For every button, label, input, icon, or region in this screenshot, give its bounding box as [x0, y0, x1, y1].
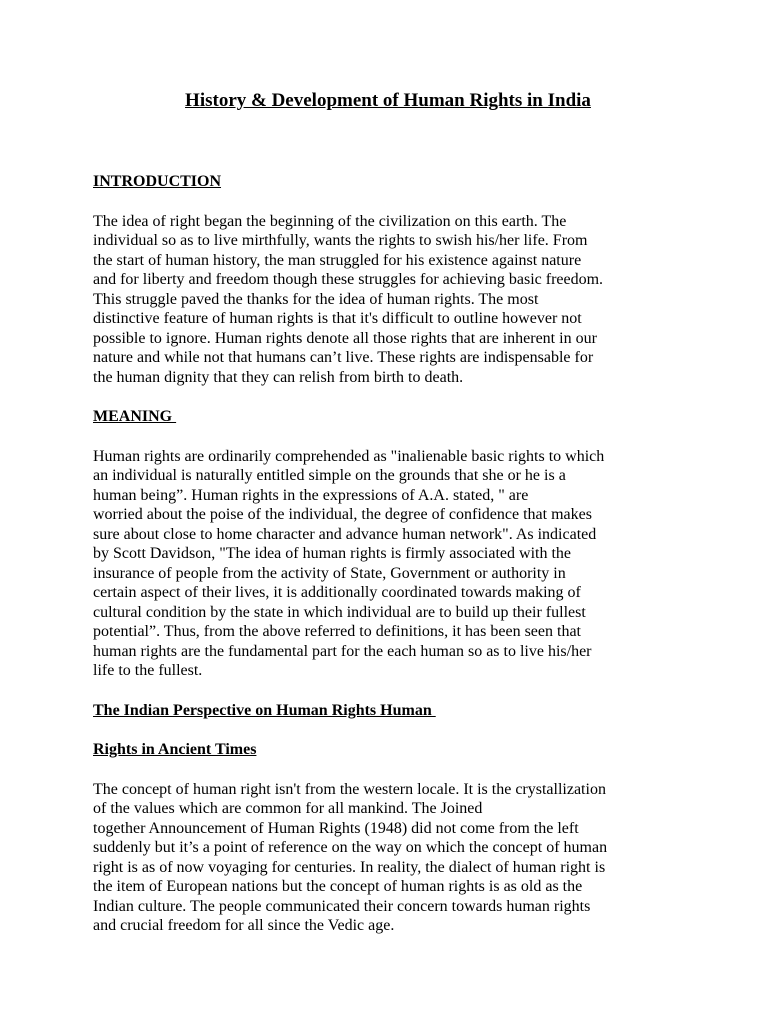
text-line: together Announcement of Human Rights (1948) did not come from the left — [93, 819, 579, 837]
section-heading-indian-perspective: The Indian Perspective on Human Rights Human — [93, 701, 436, 719]
text-line: of the values which are common for all mankind. The Joined — [93, 800, 483, 817]
text-line: individual so as to live mirthfully, wants the rights to swish his/her life. From — [93, 232, 588, 249]
text-line: sure about close to home character and advance human network". As indicated — [93, 525, 597, 543]
paragraph-meaning — [93, 447, 683, 681]
text-line: This struggle paved the thanks for the idea of human rights. The most — [93, 290, 539, 308]
text-line: worried about the poise of the individual, the degree of confidence that makes — [93, 506, 592, 523]
text-line: the item of European nations but the concept of human rights is as old as the — [93, 878, 583, 895]
text-line: nature and while not that humans can’t live. These rights are indispensable for — [93, 349, 594, 366]
text-line: potential”. Thus, from the above referred to definitions, it has been seen that — [93, 623, 581, 640]
paragraph-introduction — [93, 212, 683, 388]
text-line: human rights are the fundamental part for the each human so as to live his/her — [93, 642, 592, 660]
text-line: insurance of people from the activity of State, Government or authority in — [93, 564, 566, 582]
text-line: and crucial freedom for all since the Vedic age. — [93, 917, 395, 934]
text-line: right is as of now voyaging for centuries. In reality, the dialect of human right is — [93, 858, 606, 876]
section-heading-meaning: MEANING — [93, 408, 177, 425]
document-title: History & Development of Human Rights in India — [185, 90, 591, 111]
text-line: and for liberty and freedom though these struggles for achieving basic freedom. — [93, 271, 604, 288]
text-line: certain aspect of their lives, it is additionally coordinated towards making of — [93, 584, 581, 601]
text-line: the human dignity that they can relish from birth to death. — [93, 368, 464, 386]
text-line: human being”. Human rights in the expressions of A.A. stated, " are — [93, 486, 529, 504]
text-line: possible to ignore. Human rights denote all those rights that are inherent in our — [93, 329, 597, 347]
text-line: distinctive feature of human rights is that it's difficult to outline however not — [93, 310, 582, 327]
text-line: Human rights are ordinarily comprehended as "inalienable basic rights to which — [93, 447, 605, 465]
text-line: The concept of human right isn't from the western locale. It is the crystallization — [93, 780, 606, 798]
text-line: by Scott Davidson, "The idea of human rights is firmly associated with the — [93, 545, 571, 562]
text-line: The idea of right began the beginning of the civilization on this earth. The — [93, 212, 567, 230]
text-line: Indian culture. The people communicated their concern towards human rights — [93, 897, 591, 915]
section-heading-introduction: INTRODUCTION — [93, 173, 222, 190]
text-line: life to the fullest. — [93, 662, 203, 679]
text-line: an individual is naturally entitled simple on the grounds that she or he is a — [93, 467, 566, 484]
section-heading-ancient-times: Rights in Ancient Times — [93, 741, 257, 758]
paragraph-ancient-times — [93, 780, 683, 936]
text-line: cultural condition by the state in which individual are to build up their fullest — [93, 603, 586, 621]
text-line: suddenly but it’s a point of reference on the way on which the concept of human — [93, 839, 608, 856]
text-line: the start of human history, the man struggled for his existence against nature — [93, 251, 582, 269]
document-page — [93, 88, 683, 956]
